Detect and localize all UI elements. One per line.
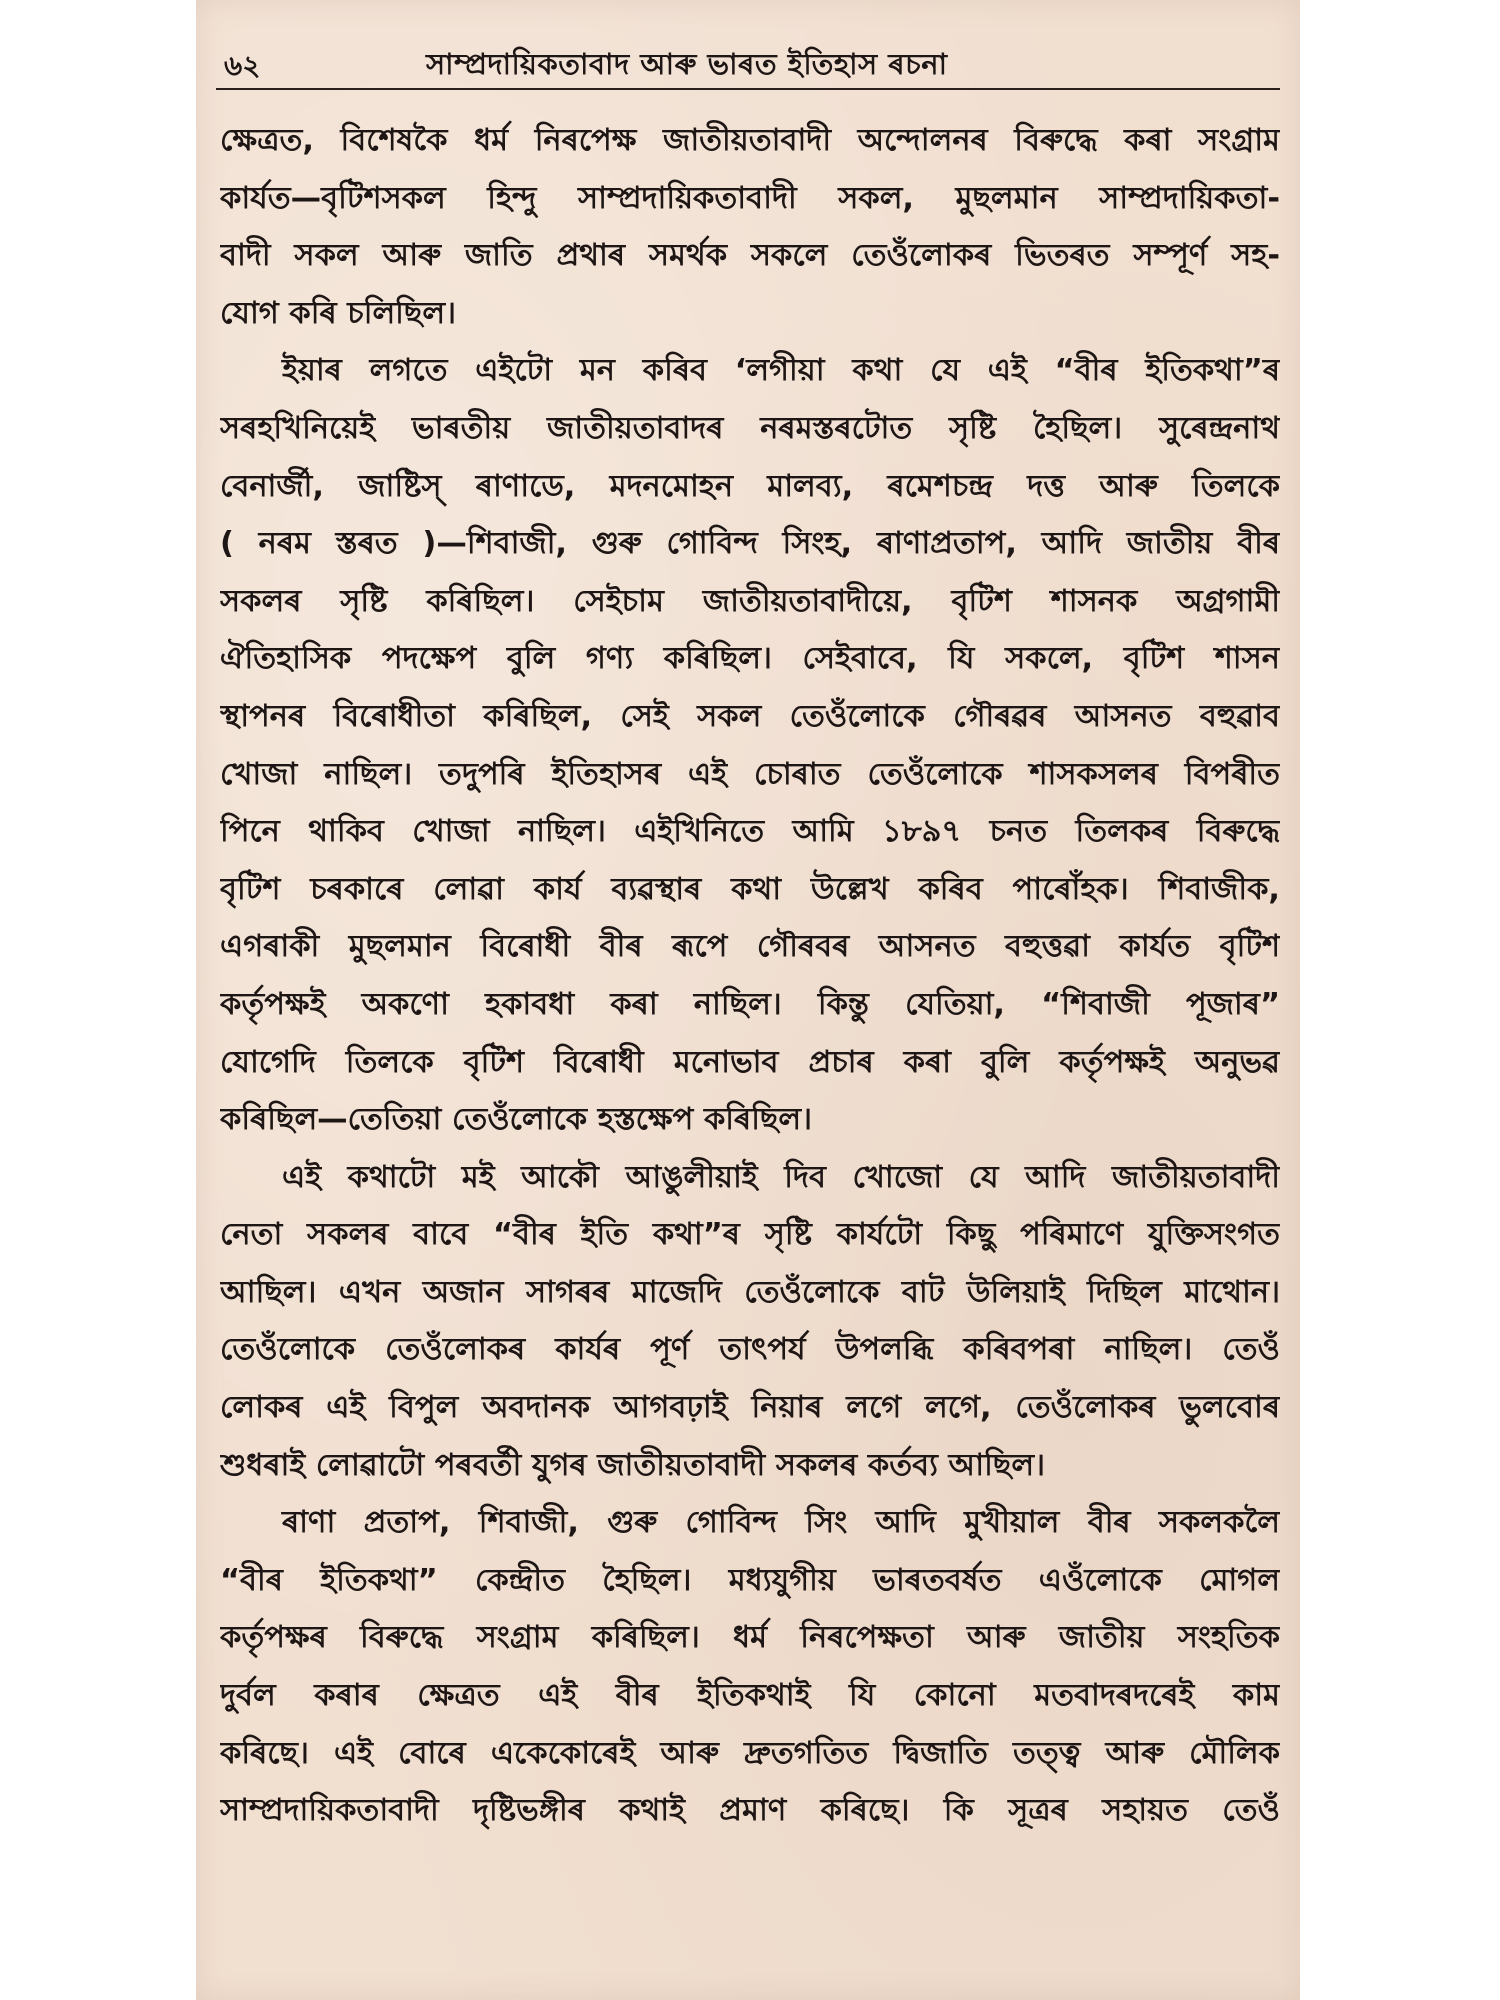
text-line: কৰিছে। এই বোৰে একেকোৰেই আৰু দ্ৰুতগতিত দ্বিজাতি তত্ত্ব আৰু মৌলিক	[220, 1735, 1280, 1771]
text-line: এগৰাকী মুছলমান বিৰোধী বীৰ ৰূপে গৌৰবৰ আসনত বহুত্তৱা কাৰ্যত বৃটিশ	[220, 929, 1280, 965]
text-line: খোজা নাছিল। তদুপৰি ইতিহাসৰ এই চোৰাত তেওঁলোকে শাসকসলৰ বিপৰীত	[220, 756, 1280, 792]
text-line: বেনাৰ্জী, জাষ্টিস্ ৰাণাডে, মদনমোহন মালব্য, ৰমেশচন্দ্ৰ দত্ত আৰু তিলকে	[220, 468, 1280, 504]
text-line: তেওঁলোকে তেওঁলোকৰ কাৰ্যৰ পূৰ্ণ তাৎপৰ্য উপলব্ধি কৰিবপৰা নাছিল। তেওঁ	[220, 1332, 1280, 1368]
text-line: ( নৰম স্তৰত )—শিবাজী, গুৰু গোবিন্দ সিংহ, ৰাণাপ্ৰতাপ, আদি জাতীয় বীৰ	[220, 526, 1280, 562]
scanned-book-page	[196, 0, 1300, 2000]
text-line: ক্ষেত্ৰত, বিশেষকৈ ধৰ্ম নিৰপেক্ষ জাতীয়তাবাদী অন্দোলনৰ বিৰুদ্ধে কৰা সংগ্ৰাম	[220, 123, 1280, 158]
text-line: সকলৰ সৃষ্টি কৰিছিল। সেইচাম জাতীয়তাবাদীয়ে, বৃটিশ শাসনক অগ্ৰগামী	[220, 583, 1280, 619]
text-line: বৃটিশ চৰকাৰে লোৱা কাৰ্য ব্যৱস্থাৰ কথা উল্লেখ কৰিব পাৰোঁহক। শিবাজীক,	[220, 871, 1280, 907]
text-line: স্থাপনৰ বিৰোধীতা কৰিছিল, সেই সকল তেওঁলোকে গৌৰৱৰ আসনত বহুৱাব	[220, 698, 1280, 734]
text-line: ঐতিহাসিক পদক্ষেপ বুলি গণ্য কৰিছিল। সেইবাবে, যি সকলে, বৃটিশ শাসন	[220, 641, 1280, 677]
text-line: এই কথাটো মই আকৌ আঙুলীয়াই দিব খোজো যে আদি জাতীয়তাবাদী	[282, 1159, 1280, 1195]
text-line: দুৰ্বল কৰাৰ ক্ষেত্ৰত এই বীৰ ইতিকথাই যি কোনো মতবাদৰদৰেই কাম	[220, 1678, 1280, 1714]
text-line: যোগেদি তিলকে বৃটিশ বিৰোধী মনোভাব প্ৰচাৰ কৰা বুলি কৰ্তৃপক্ষই অনুভৱ	[220, 1044, 1280, 1080]
text-line: ৰাণা প্ৰতাপ, শিবাজী, গুৰু গোবিন্দ সিং আদি মুখীয়াল বীৰ সকলকলৈ	[282, 1505, 1280, 1541]
text-line: পিনে থাকিব খোজা নাছিল। এইখিনিতে আমি ১৮৯৭ চনত তিলকৰ বিৰুদ্ধে	[220, 814, 1280, 850]
page-header	[216, 38, 1280, 90]
running-title: সাম্প্ৰদায়িকতাবাদ আৰু ভাৰত ইতিহাস ৰচনা	[426, 47, 948, 81]
text-line: যোগ কৰি চলিছিল।	[220, 295, 457, 331]
text-line: বাদী সকল আৰু জাতি প্ৰথাৰ সমৰ্থক সকলে তেওঁলোকৰ ভিতৰত সম্পূৰ্ণ সহ-	[220, 238, 1280, 274]
text-line: ইয়াৰ লগতে এইটো মন কৰিব ‘লগীয়া কথা যে এই “বীৰ ইতিকথা”ৰ	[282, 353, 1280, 389]
text-line: আছিল। এখন অজান সাগৰৰ মাজেদি তেওঁলোকে বাট উলিয়াই দিছিল মাথোন।	[220, 1274, 1280, 1310]
body-text	[220, 112, 1280, 1840]
page-number: ৬২	[224, 49, 261, 82]
text-line: লোকৰ এই বিপুল অবদানক আগবঢ়াই নিয়াৰ লগে লগে, তেওঁলোকৰ ভুলবোৰ	[220, 1390, 1280, 1426]
text-line: কাৰ্যত—বৃটিশসকল হিন্দু সাম্প্ৰদায়িকতাবাদী সকল, মুছলমান সাম্প্ৰদায়িকতা-	[220, 180, 1280, 216]
text-line: “বীৰ ইতিকথা” কেন্দ্ৰীত হৈছিল। মধ্যযুগীয় ভাৰতবৰ্ষত এওঁলোকে মোগল	[220, 1562, 1280, 1598]
text-line: কৰ্তৃপক্ষৰ বিৰুদ্ধে সংগ্ৰাম কৰিছিল। ধৰ্ম নিৰপেক্ষতা আৰু জাতীয় সংহতিক	[220, 1620, 1280, 1656]
text-line: সৰহখিনিয়েই ভাৰতীয় জাতীয়তাবাদৰ নৰমস্তৰটোত সৃষ্টি হৈছিল। সুৰেন্দ্ৰনাথ	[220, 410, 1280, 446]
text-line: কৰ্তৃপক্ষই অকণো হকাবধা কৰা নাছিল। কিন্তু যেতিয়া, “শিবাজী পূজাৰ”	[220, 986, 1280, 1022]
text-line: কৰিছিল—তেতিয়া তেওঁলোকে হস্তক্ষেপ কৰিছিল।	[220, 1102, 813, 1138]
text-line: শুধৰাই লোৱাটো পৰবৰ্তী যুগৰ জাতীয়তাবাদী সকলৰ কৰ্তব্য আছিল।	[220, 1447, 1045, 1483]
text-line: সাম্প্ৰদায়িকতাবাদী দৃষ্টিভঙ্গীৰ কথাই প্ৰমাণ কৰিছে। কি সূত্ৰৰ সহায়ত তেওঁ	[220, 1793, 1280, 1829]
text-line: নেতা সকলৰ বাবে “বীৰ ইতি কথা”ৰ সৃষ্টি কাৰ্যটো কিছু পৰিমাণে যুক্তিসংগত	[220, 1217, 1280, 1253]
